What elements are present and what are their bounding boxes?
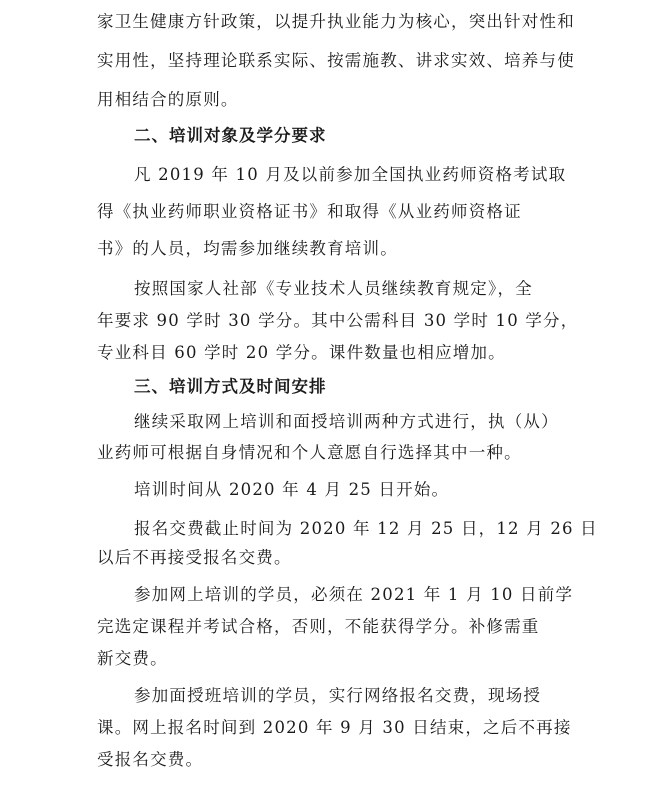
paragraph-line: 培训时间从 2020 年 4 月 25 日开始。 (134, 480, 450, 499)
paragraph-line: 完选定课程并考试合格，否则，不能获得学分。补修需重 (97, 617, 540, 636)
paragraph-line: 受报名交费。 (97, 750, 204, 769)
paragraph-line: 年要求 90 学时 30 学分。其中公需科目 30 学时 10 学分， (97, 311, 579, 330)
section-heading: 三、培训方式及时间安排 (134, 377, 327, 396)
paragraph-line: 课。网上报名时间到 2020 年 9 月 30 日结束，之后不再接 (97, 718, 572, 737)
paragraph-line: 按照国家人社部《专业技术人员继续教育规定》，全 (134, 279, 533, 298)
paragraph-line: 实用性，坚持理论联系实际、按需施教、讲求实效、培养与使 (97, 51, 575, 70)
paragraph-line: 家卫生健康方针政策，以提升执业能力为核心，突出针对性和 (97, 12, 575, 31)
paragraph-line: 报名交费截止时间为 2020 年 12 月 25 日，12 月 26 日 (134, 519, 598, 538)
paragraph-line: 以后不再接受报名交费。 (97, 548, 292, 567)
paragraph-line: 业药师可根据自身情况和个人意愿自行选择其中一种。 (97, 443, 522, 462)
paragraph-line: 继续采取网上培训和面授培训两种方式进行，执（从） (134, 412, 559, 431)
section-heading: 二、培训对象及学分要求 (134, 126, 327, 145)
paragraph-line: 凡 2019 年 10 月及以前参加全国执业药师资格考试取 (134, 165, 567, 184)
paragraph-line: 参加面授班培训的学员，实行网络报名交费，现场授 (134, 686, 542, 705)
paragraph-line: 新交费。 (97, 649, 168, 668)
paragraph-line: 书》的人员，均需参加继续教育培训。 (97, 239, 398, 258)
paragraph-line: 用相结合的原则。 (97, 90, 239, 109)
paragraph-line: 得《执业药师职业资格证书》和取得《从业药师资格证 (97, 202, 522, 221)
paragraph-line: 参加网上培训的学员，必须在 2021 年 1 月 10 日前学 (134, 585, 574, 604)
paragraph-line: 专业科目 60 学时 20 学分。课件数量也相应增加。 (97, 343, 506, 362)
